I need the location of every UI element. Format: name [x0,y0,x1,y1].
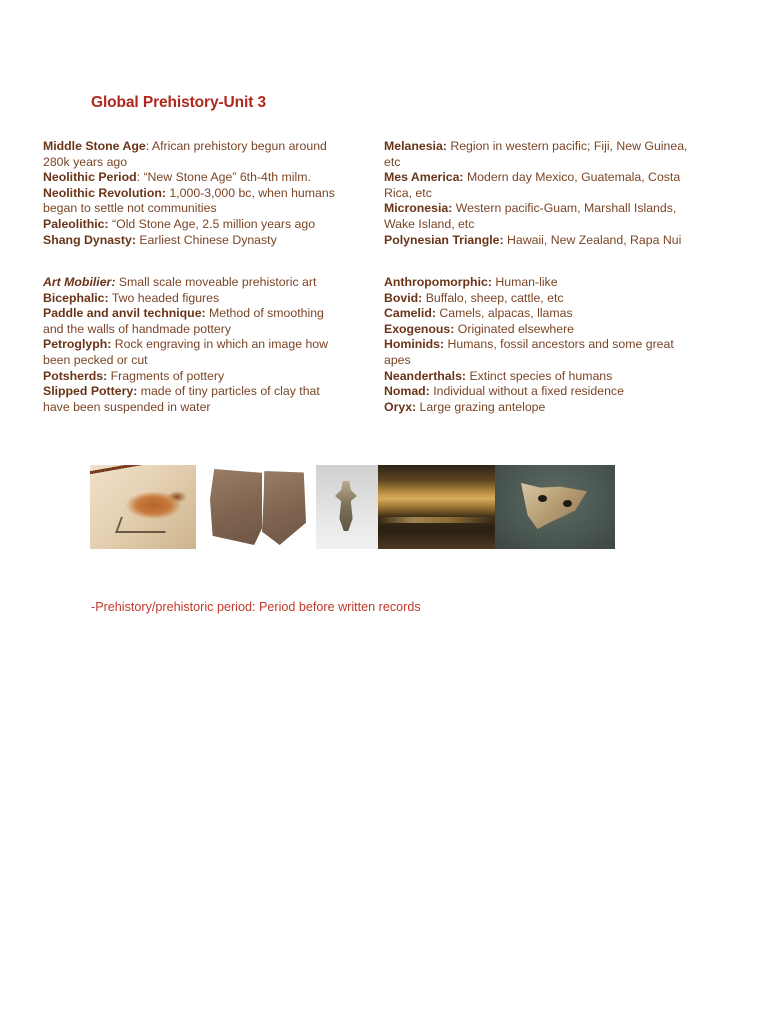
glossary-entry [43,291,343,307]
glossary-entry [384,400,694,416]
glossary-entry [43,217,353,233]
glossary-term: Neanderthals: [384,368,467,383]
clay-figurine-image [316,465,378,549]
figurine-shape [335,481,357,531]
glossary-definition: African prehistory begun around 280k years ago [43,139,327,169]
glossary-term: Oryx: [384,399,417,414]
glossary-term: Polynesian Triangle: [384,232,504,247]
glossary-term: Paleolithic: [43,216,109,231]
cave-interior-image [378,465,495,549]
document-title: Global Prehistory-Unit 3 [91,94,267,111]
glossary-entry [384,170,694,201]
glossary-definition: Human-like [495,275,558,289]
glossary-entry [43,384,343,415]
glossary-entry [384,306,694,322]
glossary-definition: Earliest Chinese Dynasty [139,232,277,247]
glossary-definition: Modern day Mexico, Guatemala, Costa Rica, etc [384,170,681,200]
glossary-definition: 1,000-3,000 bc, when humans began to settle not communities [43,185,335,216]
glossary-definition: Extinct species of humans [469,368,613,383]
glossary-term: Neolithic Revolution: [43,185,166,200]
glossary-definition: Originated elsewhere [457,321,574,336]
glossary-entry [43,275,343,291]
glossary-term: Slipped Pottery: [43,384,138,399]
glossary-term: Hominids: [384,337,445,352]
glossary-term: Anthropomorphic: [384,275,492,289]
glossary-definition: Fragments of pottery [110,368,225,383]
glossary-left-top [43,139,353,248]
glossary-definition: Rock engraving in which an image how been pecked or cut [43,337,329,367]
glossary-definition: made of tiny particles of clay that have been suspended in water [43,384,320,414]
glossary-entry [384,275,694,291]
glossary-entry [384,384,694,400]
glossary-definition: “Old Stone Age, 2.5 million years ago [112,216,316,231]
shard-right [262,471,306,545]
glossary-definition: “New Stone Age” 6th-4th milm. [143,170,311,185]
glossary-term: Micronesia: [384,201,453,216]
pottery-shards-image [196,465,316,549]
glossary-term: Paddle and anvil technique: [43,306,206,321]
glossary-definition: Large grazing antelope [419,399,546,414]
glossary-term: Bovid: [384,290,423,305]
footnote-definition: -Prehistory/prehistoric period: Period before written records [91,600,421,614]
glossary-entry [43,369,343,385]
glossary-entry [43,170,353,186]
glossary-entry [384,337,694,368]
separator: : [111,275,119,289]
glossary-term: Shang Dynasty: [43,232,136,247]
glossary-term: Middle Stone Age [43,139,146,153]
skull-eye-right [563,500,572,507]
glossary-term: Exogenous: [384,321,455,336]
glossary-term: Nomad: [384,384,430,399]
glossary-entry [384,201,694,232]
glossary-definition: Method of smoothing and the walls of handmade pottery [43,306,324,336]
glossary-definition: Two headed figures [111,290,220,305]
glossary-entry [43,233,353,249]
glossary-entry [384,139,694,170]
glossary-entry [43,306,343,337]
glossary-definition: Western pacific-Guam, Marshall Islands, Wake Island, etc [384,201,677,231]
glossary-entry [384,322,694,338]
glossary-term: Potsherds: [43,368,108,383]
glossary-definition: Small scale moveable prehistoric art [118,275,317,289]
glossary-definition: Camels, alpacas, llamas [439,306,573,321]
glossary-right-bottom [384,275,694,415]
glossary-entry [384,291,694,307]
glossary-term: Camelid: [384,306,436,321]
glossary-entry [43,186,353,217]
animal-skull-image [495,465,615,549]
glossary-definition: Buffalo, sheep, cattle, etc [425,290,564,305]
skull-eye-left [538,495,547,502]
skull-shape [521,483,587,529]
glossary-entry [384,369,694,385]
glossary-term: Bicephalic: [43,290,109,305]
glossary-entry [43,139,353,170]
glossary-entry [384,233,694,249]
glossary-definition: Hawaii, New Zealand, Rapa Nui [507,232,682,247]
shard-left [210,469,262,545]
cave-painting-horse-image [90,465,196,549]
glossary-term: Melanesia: [384,139,447,153]
glossary-entry [43,337,343,368]
separator: : [136,170,144,185]
glossary-right-top [384,139,694,248]
image-gallery [90,465,615,549]
glossary-term: Petroglyph: [43,337,112,352]
glossary-definition: Humans, fossil ancestors and some great apes [384,337,674,367]
glossary-term: Mes America: [384,170,464,185]
glossary-term: Neolithic Period [43,170,137,185]
glossary-term: Art Mobilier [43,275,112,289]
glossary-definition: Region in western pacific; Fiji, New Guinea, etc [384,139,688,169]
separator: : [145,139,152,153]
glossary-left-bottom [43,275,343,415]
glossary-definition: Individual without a fixed residence [433,384,624,399]
